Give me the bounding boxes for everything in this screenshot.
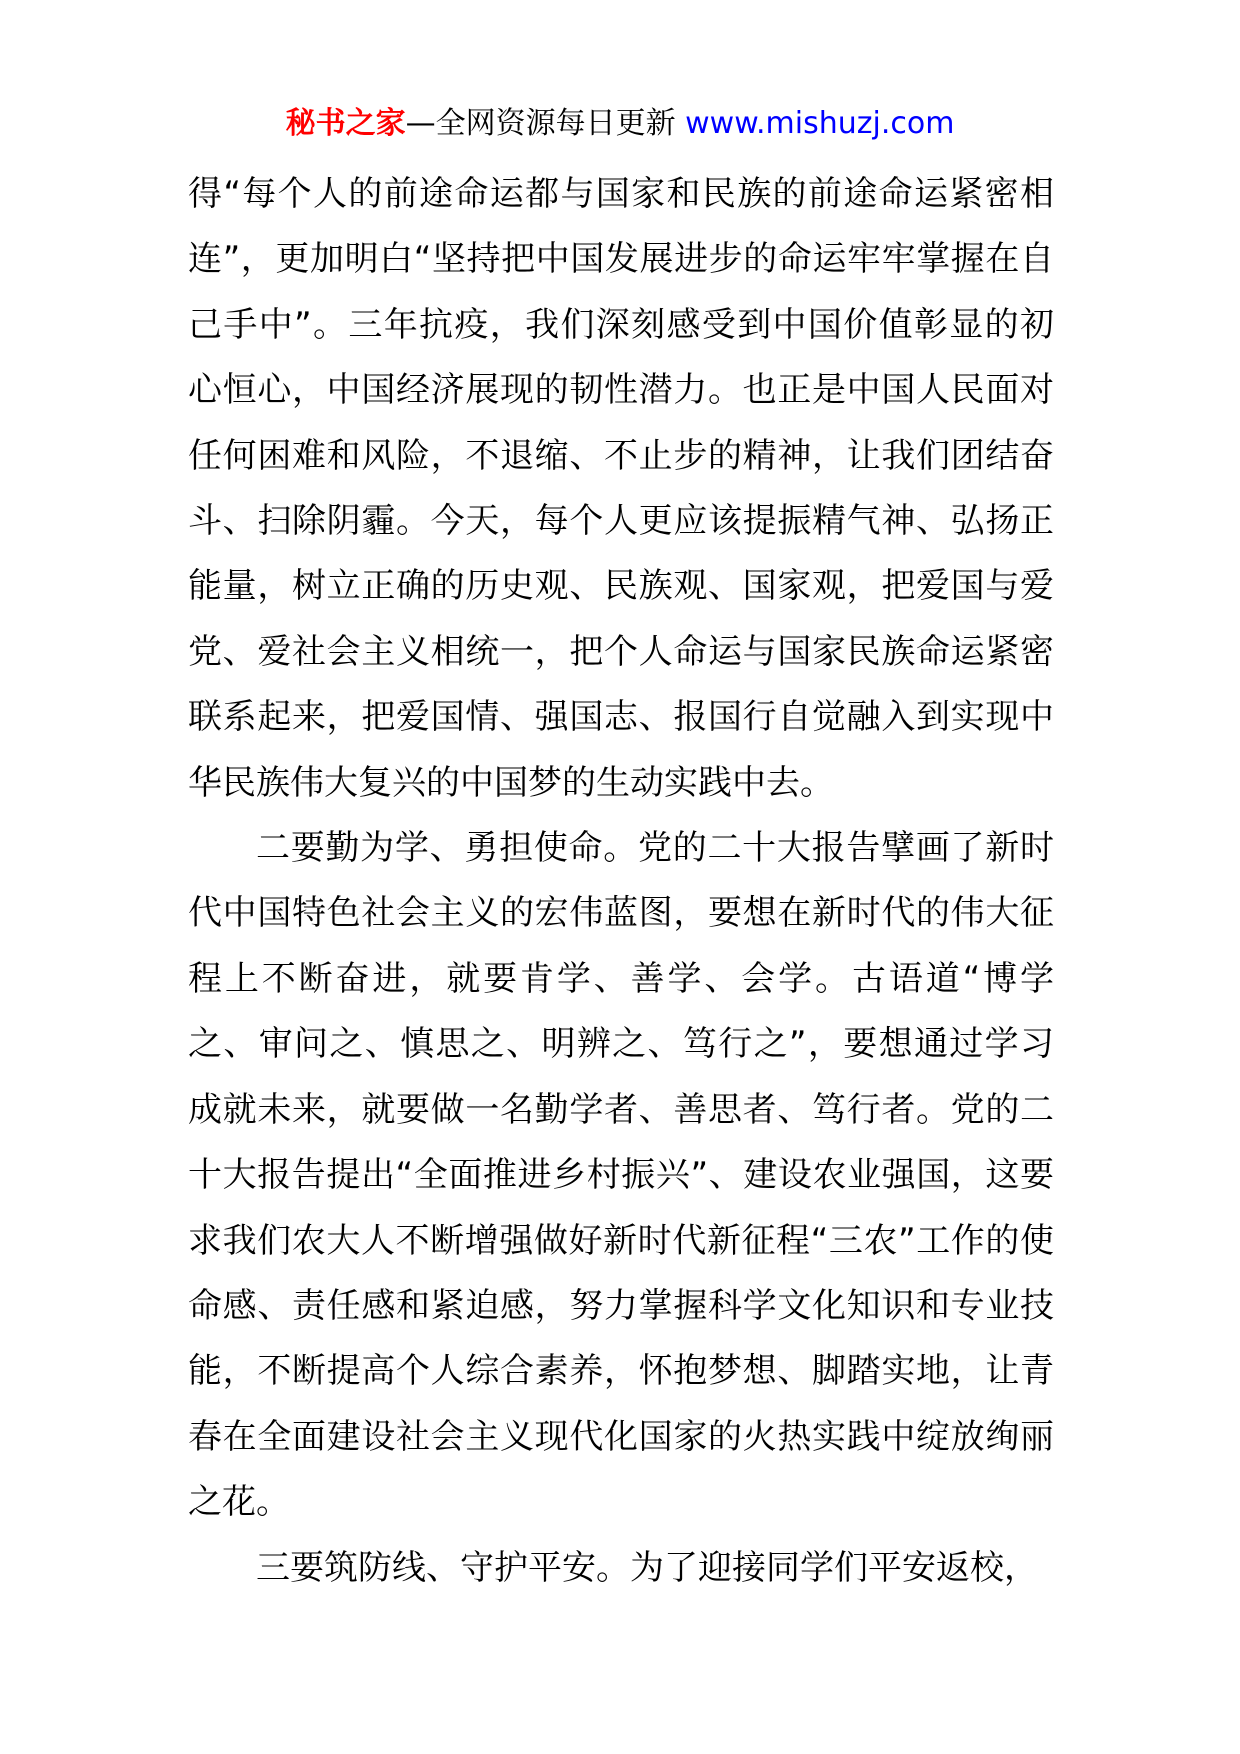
brand-name: 秘书之家 xyxy=(285,106,406,141)
page-header xyxy=(0,100,1240,148)
header-tagline: —全网资源每日更新 xyxy=(405,106,686,141)
paragraph-continuation: 得“每个人的前途命运都与国家和民族的前途命运紧密相连”，更加明白“坚持把中国发展进步的命运牢牢掌握在自己手中”。三年抗疫，我们深刻感受到中国价值彰显的初心恒心，中国经济展现的韧性潜力。也正是中国人民面对任何困难和风险，不退缩、不止步的精神，让我们团结奋斗、扫除阴霾。今天，每个人更应该提振精气神、弘扬正能量，树立正确的历史观、民族观、国家观，把爱国与爱党、爱社会主义相统一，把个人命运与国家民族命运紧密联系起来，把爱国情、强国志、报国行自觉融入到实现中华民族伟大复兴的中国梦的生动实践中去。 xyxy=(188,174,1054,803)
document-body xyxy=(188,162,1054,1601)
site-url-link[interactable]: www.mishuzj.com xyxy=(685,106,955,141)
paragraph-second-point: 二要勤为学、勇担使命。党的二十大报告擘画了新时代中国特色社会主义的宏伟蓝图，要想在新时代的伟大征程上不断奋进，就要肯学、善学、会学。古语道“博学之、审问之、慎思之、明辨之、笃行之”，要想通过学习成就未来，就要做一名勤学者、善思者、笃行者。党的二十大报告提出“全面推进乡村振兴”、建设农业强国，这要求我们农大人不断增强做好新时代新征程“三农”工作的使命感、责任感和紧迫感，努力掌握科学文化知识和专业技能，不断提高个人综合素养，怀抱梦想、脚踏实地，让青春在全面建设社会主义现代化国家的火热实践中绽放绚丽之花。 xyxy=(188,828,1054,1523)
paragraph-third-point: 三要筑防线、守护平安。为了迎接同学们平安返校， xyxy=(256,1547,1038,1588)
